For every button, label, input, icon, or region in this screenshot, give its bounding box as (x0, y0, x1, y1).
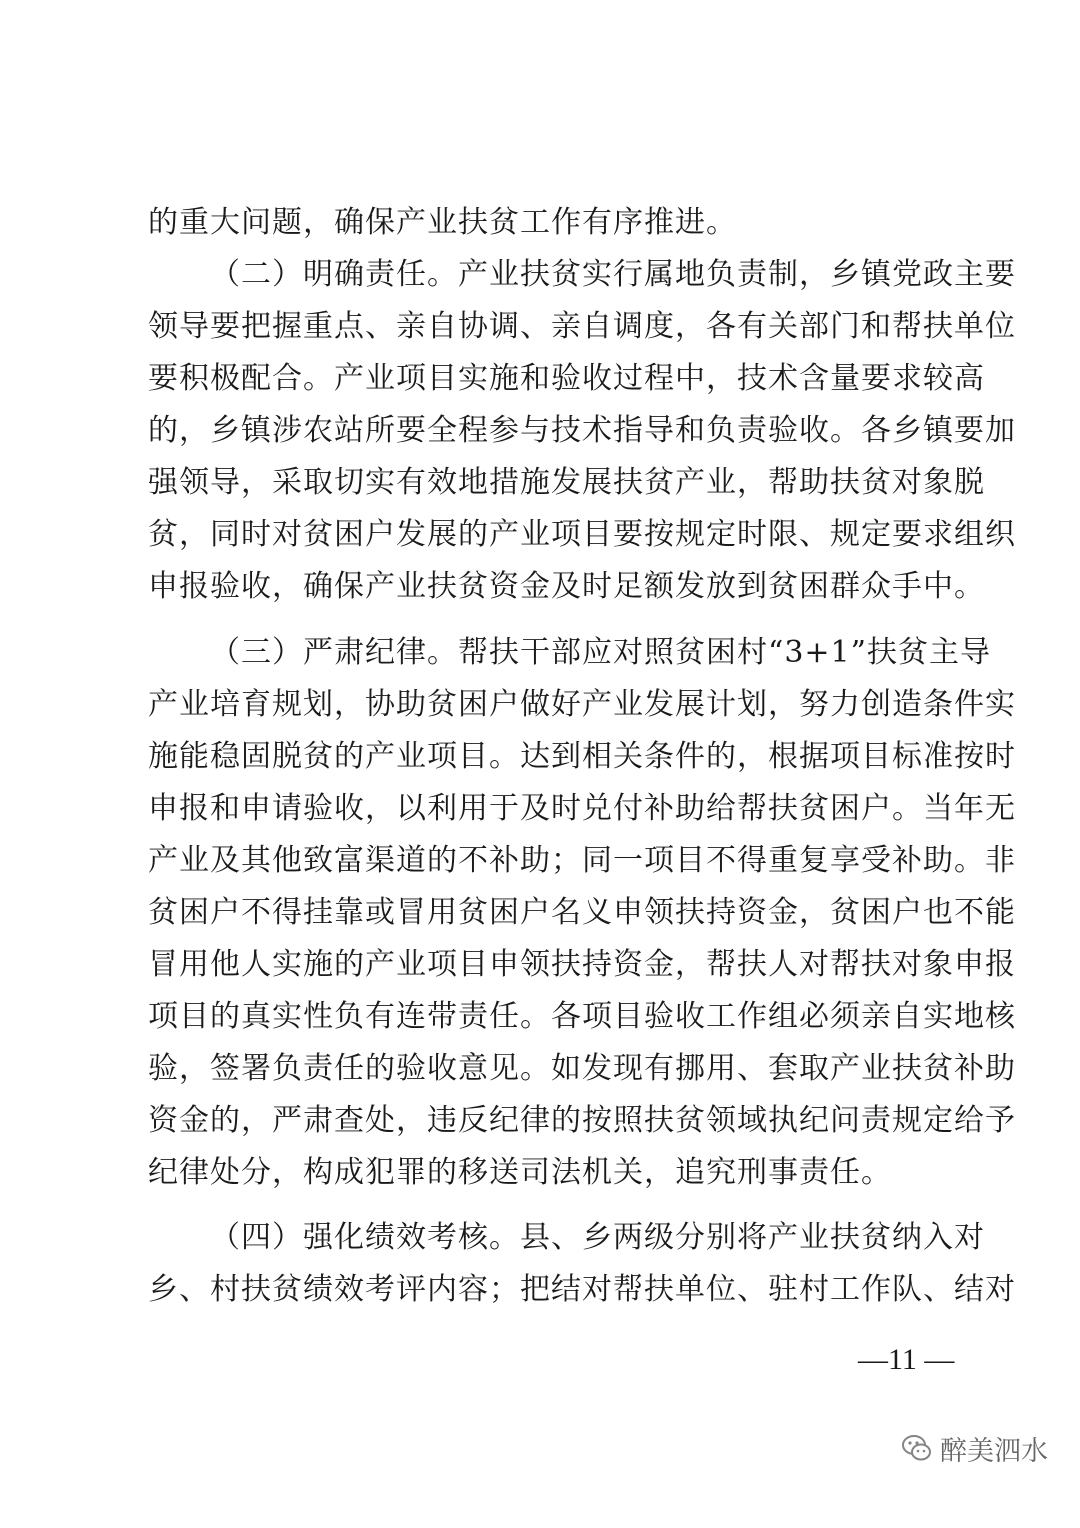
body-text-line: 的，乡镇涉农站所要全程参与技术指导和负责验收。各乡镇要加 (148, 413, 1016, 448)
watermark-text: 醉美泗水 (940, 1435, 1048, 1467)
body-text-line: 产业培育规划，协助贫困户做好产业发展计划，努力创造条件实 (148, 687, 1016, 722)
body-text-line: 施能稳固脱贫的产业项目。达到相关条件的，根据项目标准按时 (148, 739, 1016, 774)
wechat-icon (900, 1431, 934, 1465)
section-heading-line: （三）严肃纪律。帮扶干部应对照贫困村“3+1”扶贫主导 (210, 635, 991, 670)
body-text-line: 贫，同时对贫困户发展的产业项目要按规定时限、规定要求组织 (148, 517, 1016, 552)
body-text-line: 申报和申请验收，以利用于及时兑付补助给帮扶贫困户。当年无 (148, 791, 1016, 826)
body-text-line: 乡、村扶贫绩效考评内容；把结对帮扶单位、驻村工作队、结对 (148, 1272, 1016, 1307)
body-text-line: 领导要把握重点、亲自协调、亲自调度，各有关部门和帮扶单位 (148, 309, 1016, 344)
body-text-line: 资金的，严肃查处，违反纪律的按照扶贫领域执纪问责规定给予 (148, 1103, 1016, 1138)
body-text-line: 产业及其他致富渠道的不补助；同一项目不得重复享受补助。非 (148, 843, 1016, 878)
body-text-line: 验，签署负责任的验收意见。如发现有挪用、套取产业扶贫补助 (148, 1051, 1016, 1086)
body-text-line: 要积极配合。产业项目实施和验收过程中，技术含量要求较高 (148, 361, 985, 396)
body-text-line: 贫困户不得挂靠或冒用贫困户名义申领扶持资金，贫困户也不能 (148, 895, 1016, 930)
page-number: —11 — (858, 1343, 955, 1376)
section-heading-line: （二）明确责任。产业扶贫实行属地负责制，乡镇党政主要 (210, 257, 1016, 292)
body-text-line: 项目的真实性负有连带责任。各项目验收工作组必须亲自实地核 (148, 999, 1016, 1034)
body-text-line: 冒用他人实施的产业项目申领扶持资金，帮扶人对帮扶对象申报 (148, 947, 1016, 982)
watermark (900, 1428, 1048, 1468)
body-text-line: 申报验收，确保产业扶贫资金及时足额发放到贫困群众手中。 (148, 569, 985, 604)
body-text-line: 纪律处分，构成犯罪的移送司法机关，追究刑事责任。 (148, 1155, 892, 1190)
section-heading-line: （四）强化绩效考核。县、乡两级分别将产业扶贫纳入对 (210, 1220, 985, 1255)
body-text-line: 的重大问题，确保产业扶贫工作有序推进。 (148, 205, 737, 240)
body-text-line: 强领导，采取切实有效地措施发展扶贫产业，帮助扶贫对象脱 (148, 465, 985, 500)
